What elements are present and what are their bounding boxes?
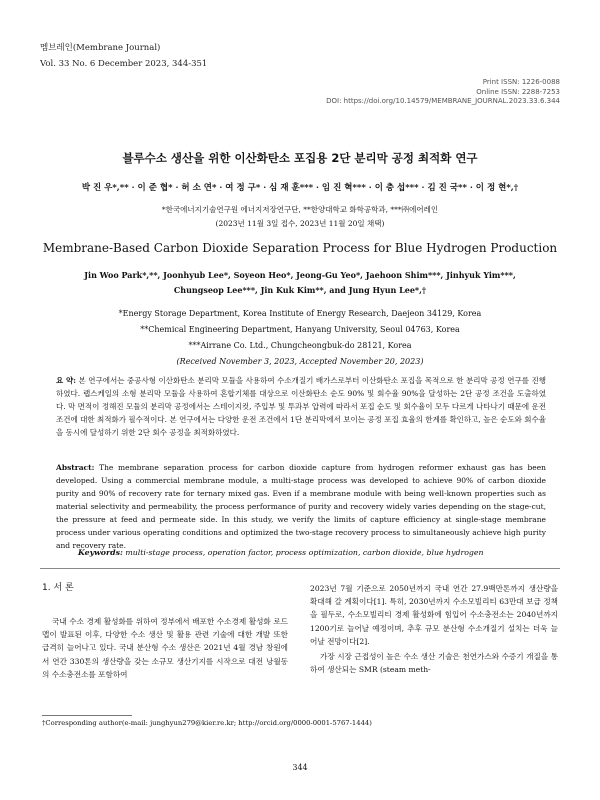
abstract-english bbox=[56, 461, 546, 552]
keywords-text: multi-stage process, operation factor, process optimization, carbon dioxide, blue hydrogen bbox=[125, 548, 484, 557]
journal-identifiers bbox=[326, 78, 560, 107]
corresponding-author-footnote: †Corresponding author(e-mail: junghyun279@kier.re.kr; http://orcid.org/0000-0001-5767-1444) bbox=[42, 719, 372, 727]
abstract-korean-label: 요 약: bbox=[56, 376, 76, 385]
footnote-divider bbox=[42, 715, 132, 716]
intro-paragraph-2: 가장 시장 근접성이 높은 수소 생산 기술은 천연가스와 수증기 개질을 통하여 생산되는 SMR (steam meth- bbox=[310, 652, 558, 675]
body-column-left bbox=[42, 615, 288, 681]
affiliations-english bbox=[0, 306, 600, 370]
received-dates-english: (Received November 3, 2023, Accepted November 20, 2023) bbox=[176, 357, 424, 366]
paper-title-korean: 블루수소 생산을 위한 이산화탄소 포집용 2단 분리막 공정 최적화 연구 bbox=[122, 151, 478, 165]
paper-title-english: Membrane-Based Carbon Dioxide Separation Process for Blue Hydrogen Production bbox=[42, 241, 558, 255]
abstract-korean-text: 본 연구에서는 중공사형 이산화탄소 분리막 모듈을 사용하여 수소개질기 배가스로부터 이산화탄소 포집을 목적으로 한 분리막 공정 연구를 진행하였다. 랩스케일의 소형 분리막 모듈을 사용하여 혼합기체를 대상으로 이산화탄소 순도 90% 및 회수율 90%을 달성하는 2단 공정 조건을 도출하였다. 막 면적이 정해진 모듈의 분리막 공정에서는 스테이지컷, 주입부 및 투과부 압력에 따라서 포집 순도 및 회수율이 모두 다르게 나타나기 때문에 운전 조건에 대한 최적화가 필수적이다. 본 연구에서는 다양한 운전 조건에서 1단 분리막에서 보이는 공정 포집 효율의 한계를 확인하고, 높은 순도와 회수율을 동시에 달성하기 위한 2단 회수 공정을 최적화하였다. bbox=[56, 376, 547, 437]
section-divider bbox=[40, 568, 560, 569]
affiliation-hanyang: **Chemical Engineering Department, Hanyang University, Seoul 04763, Korea bbox=[140, 325, 460, 334]
received-dates-korean: (2023년 11월 3일 접수, 2023년 11월 20일 채택) bbox=[215, 219, 385, 228]
intro-paragraph-1: 국내 수소 경제 활성화를 위하여 정부에서 배포한 수소경제 활성화 로드맵이 발표된 이후, 다양한 수소 생산 및 활용 관련 기술에 대한 개발 또한 급격히 늘어나고 있다. 국내 분산형 수소 생산은 2021년 4월 경남 창원에서 연간 330톤의 생산량을 갖는 소규모 생산기지를 시작으로 대전 낭월동의 수소충전소를 포함하여 bbox=[42, 617, 288, 679]
body-column-right bbox=[310, 582, 558, 676]
intro-paragraph-1-continued: 2023년 7월 기준으로 2050년까지 국내 연간 27.9백만톤까지 생산량을 확대해 갈 계획이다[1]. 특히, 2030년까지 수소모빌리티 63만대 보급 정책을 필두로, 수소모빌리티 경제 활성화에 힘입어 수소충전소는 2040년까지 1200기로 늘어날 예정이며, 추후 규모 분산형 수소개질기 설치는 더욱 늘어날 전망이다[2]. bbox=[310, 584, 558, 646]
online-issn: Online ISSN: 2288-7253 bbox=[476, 87, 560, 96]
affiliation-kier: *Energy Storage Department, Korea Institute of Energy Research, Daejeon 34129, Korea bbox=[118, 309, 482, 318]
affiliation-airrane: ***Airrane Co. Ltd., Chungcheongbuk-do 28121, Korea bbox=[188, 341, 412, 350]
affiliations-korean: *한국에너지기술연구원 에너지저장연구단, **한양대학교 화학공학과, ***㈜에어레인 bbox=[161, 205, 439, 214]
journal-volume: Vol. 33 No. 6 December 2023, 344-351 bbox=[40, 59, 208, 69]
section-heading-introduction: 1. 서 론 bbox=[42, 583, 74, 593]
keywords-label: Keywords: bbox=[78, 548, 123, 557]
abstract-korean bbox=[56, 374, 546, 439]
page-number: 344 bbox=[292, 763, 308, 772]
journal-name: 멤브레인(Membrane Journal) bbox=[40, 43, 161, 53]
authors-english bbox=[60, 268, 540, 298]
keywords bbox=[78, 548, 548, 557]
print-issn: Print ISSN: 1226-0088 bbox=[482, 78, 560, 86]
authors-korean: 박 진 우*,** · 이 준 협* · 허 소 연* · 여 정 구* · 심 재 훈*** · 임 진 혁*** · 이 충 섭*** · 김 진 국** · 이 정 현*,† bbox=[81, 183, 519, 193]
abstract-english-label: Abstract: bbox=[56, 463, 95, 472]
journal-header bbox=[40, 40, 207, 72]
authors-english-line-1: Jin Woo Park*,**, Joonhyub Lee*, Soyeon Heo*, Jeong-Gu Yeo*, Jaehoon Shim***, Jinhyuk Yim***, bbox=[84, 270, 516, 280]
abstract-english-text: The membrane separation process for carbon dioxide capture from hydrogen reformer exhaust gas has been developed. Using a commercial membrane module, a multi-stage process was developed to achieve 90% of carbon dioxide purity and 90% of recovery rate for ternary mixed gas. Even if a membrane module with being well-known properties such as material selectivity and permeability, the process performance of purity and recovery widely varies depending on the stage-cut, the pressure at feed and permeate side. In this study, we verify the limits of capture efficiency at single-stage membrane process under various operating conditions and optimized the two-stage recovery process to simultaneously achieve high purity and recovery rate. bbox=[56, 463, 546, 550]
authors-english-line-2: Chungseop Lee***, Jin Kuk Kim**, and Jung Hyun Lee*,† bbox=[173, 285, 427, 295]
doi-link[interactable]: DOI: https://doi.org/10.14579/MEMBRANE_JOURNAL.2023.33.6.344 bbox=[326, 97, 560, 105]
